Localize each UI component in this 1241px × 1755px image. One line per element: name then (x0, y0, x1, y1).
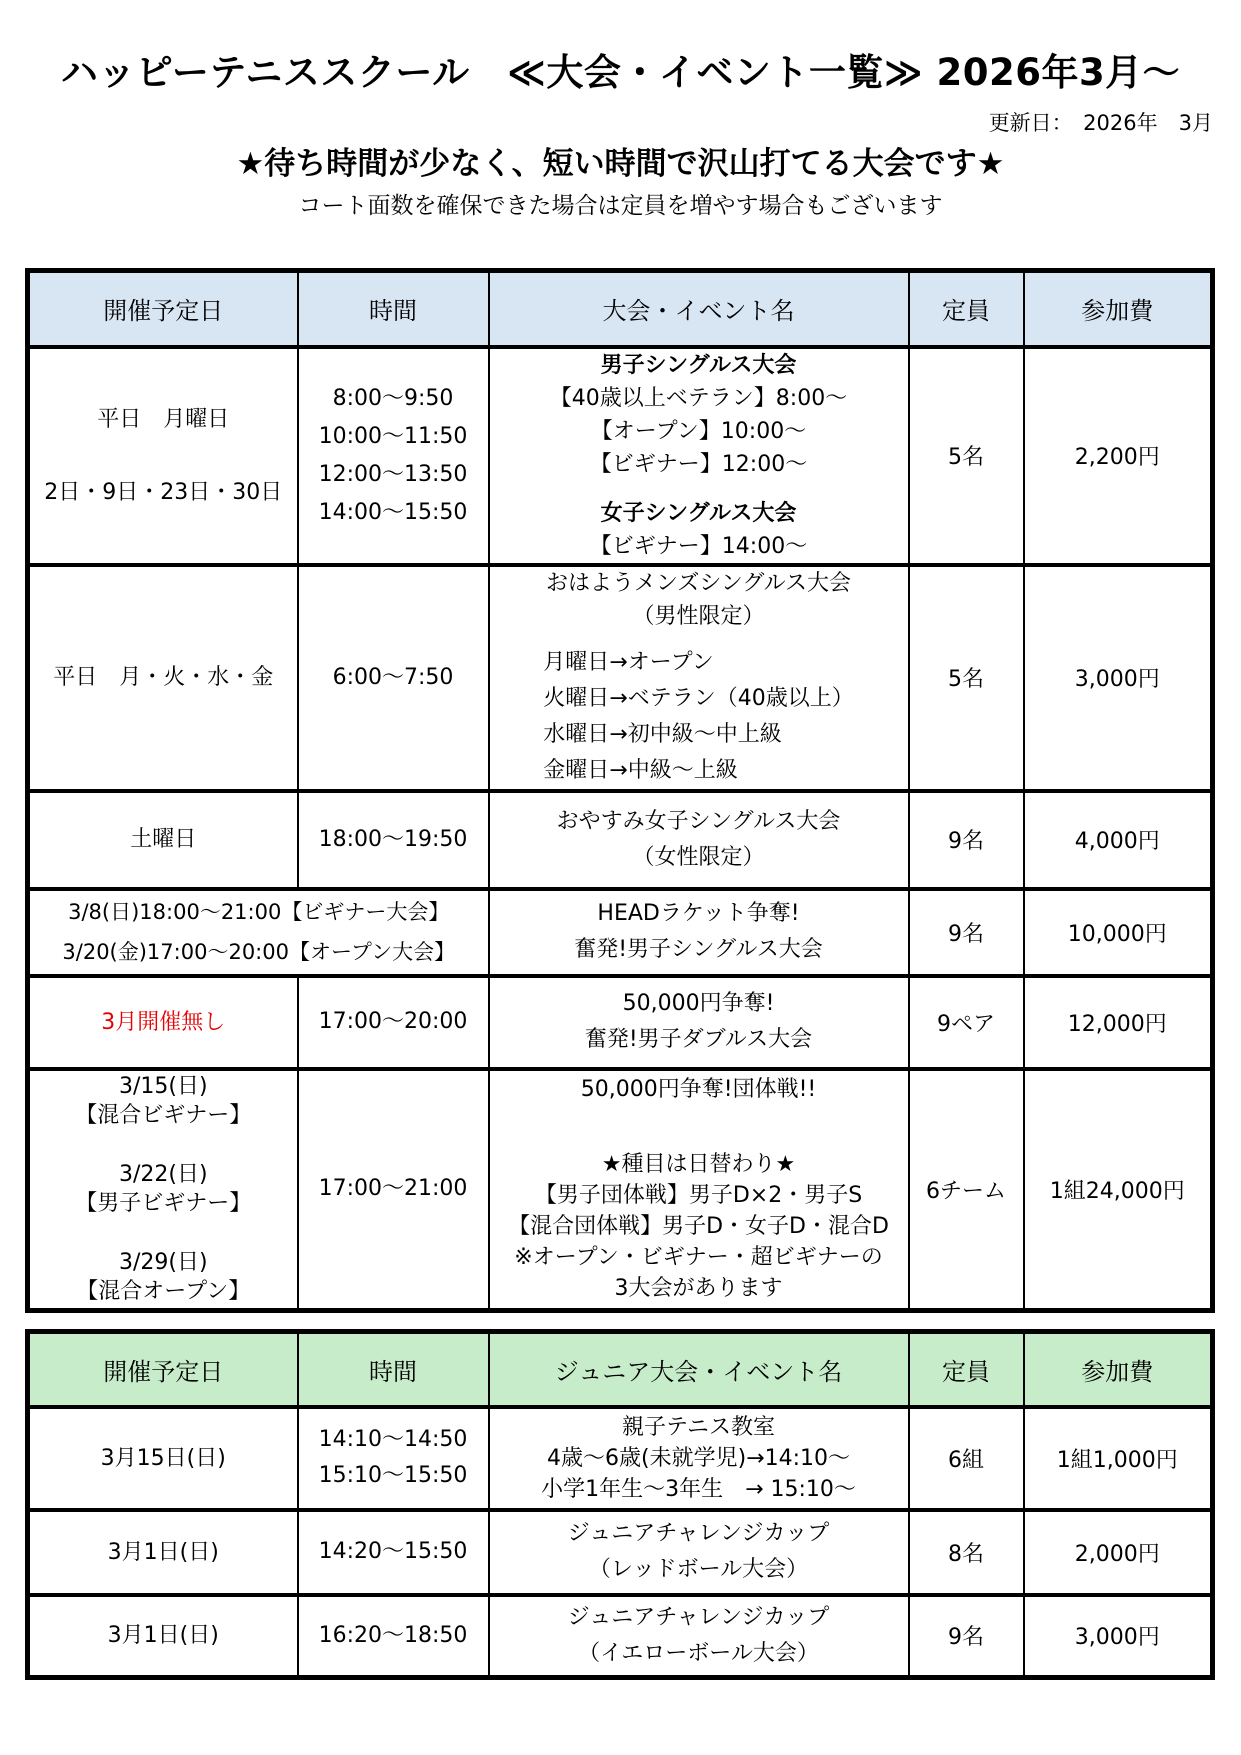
date-line: 3月1日(日) (107, 1539, 219, 1565)
header-time: 時間 (298, 1332, 489, 1407)
time-cell (298, 565, 489, 791)
spacer (30, 1130, 297, 1160)
event-line: ジュニアチャレンジカップ (567, 1521, 830, 1546)
table-header-row (28, 1332, 1213, 1407)
date-line: 【混合オープン】 (76, 1279, 251, 1305)
date-line: 平日 月・火・水・金 (53, 665, 274, 690)
time-cell (298, 1595, 489, 1678)
event-line: おはようメンズシングルス大会 (545, 570, 852, 596)
time-line: 14:00～15:50 (318, 499, 468, 525)
updated-date: 更新日： 2026年 3月 (988, 111, 1213, 136)
table-header-row (28, 271, 1213, 347)
event-line: 【ビギナー】14:00～ (589, 533, 808, 559)
table-row (28, 565, 1213, 791)
date-line: 3/29(日) (118, 1250, 208, 1276)
header-fee: 参加費 (1024, 271, 1213, 347)
page-title: ハッピーテニススクール ≪大会・イベント一覧≫ 2026年3月～ (60, 51, 1181, 94)
capacity-cell: 8名 (909, 1510, 1024, 1595)
date-line: 3月1日(日) (107, 1623, 219, 1649)
date-line: 【混合ビギナー】 (75, 1103, 252, 1129)
time-cell (298, 1407, 489, 1510)
date-cell (28, 1407, 298, 1510)
date-cell (28, 565, 298, 791)
date-line: 2日・9日・23日・30日 (44, 479, 283, 505)
event-line: 金曜日→中級～上級 (543, 757, 738, 783)
event-line: 50,000円争奪! (622, 991, 775, 1016)
header-fee: 参加費 (1024, 1332, 1213, 1407)
time-line: 15:10～15:50 (318, 1463, 468, 1488)
time-cell (298, 347, 489, 565)
header-time: 時間 (298, 271, 489, 347)
time-line: 17:00～21:00 (318, 1176, 468, 1202)
event-line: 月曜日→オープン (543, 649, 714, 675)
date-cell (28, 791, 298, 889)
event-line: 水曜日→初中級～中上級 (543, 721, 782, 747)
header-capacity: 定員 (909, 1332, 1024, 1407)
table-row (28, 347, 1213, 565)
capacity-cell: 9名 (909, 889, 1024, 976)
table-row (28, 889, 1213, 976)
fee-cell: 2,200円 (1024, 347, 1213, 565)
event-line: 【男子団体戦】男子D×2・男子S (534, 1183, 863, 1209)
event-line: 50,000円争奪!団体戦!! (580, 1077, 817, 1103)
spacer (490, 481, 908, 497)
event-line: 親子テニス教室 (621, 1414, 776, 1440)
event-name-cell (489, 347, 909, 565)
capacity-cell: 9ペア (909, 976, 1024, 1069)
event-name-cell (489, 1595, 909, 1678)
event-name-cell (489, 565, 909, 791)
date-line: 【男子ビギナー】 (75, 1191, 252, 1217)
event-name-cell (489, 791, 909, 889)
time-cell (298, 1510, 489, 1595)
event-line: 【ビギナー】12:00～ (589, 451, 808, 477)
event-line: ★種目は日替わり★ (601, 1152, 796, 1178)
time-cell (298, 791, 489, 889)
event-line: （女性限定） (632, 844, 765, 870)
datetime-line: 3/8(日)18:00～21:00【ビギナー大会】 (68, 900, 450, 924)
adult-events-table (25, 268, 1215, 1313)
header-date: 開催予定日 (28, 1332, 298, 1407)
date-cell (28, 1595, 298, 1678)
time-line: 10:00～11:50 (318, 423, 468, 449)
date-line: 平日 月曜日 (97, 406, 230, 432)
event-line: 男子シングルス大会 (600, 352, 797, 378)
event-line: ジュニアチャレンジカップ (567, 1604, 830, 1630)
table-row (28, 1595, 1213, 1678)
fee-cell: 3,000円 (1024, 565, 1213, 791)
time-line: 14:20～15:50 (318, 1539, 468, 1564)
date-line-no-event: 3月開催無し (101, 1009, 226, 1035)
capacity-cell: 5名 (909, 565, 1024, 791)
event-line: 奮発!男子シングルス大会 (574, 937, 823, 962)
time-line: 6:00～7:50 (332, 664, 454, 690)
date-cell (28, 1069, 298, 1311)
event-line: 3大会があります (614, 1276, 783, 1302)
time-line: 14:10～14:50 (318, 1427, 468, 1452)
capacity-cell: 6チーム (909, 1069, 1024, 1311)
datetime-cell (28, 889, 489, 976)
spacer (490, 633, 908, 645)
header-event: ジュニア大会・イベント名 (489, 1332, 909, 1407)
time-cell (298, 1069, 489, 1311)
date-line: 土曜日 (130, 827, 197, 852)
event-line: 火曜日→ベテラン（40歳以上） (543, 685, 854, 711)
table-row (28, 1407, 1213, 1510)
capacity-cell: 5名 (909, 347, 1024, 565)
event-line: 女子シングルス大会 (600, 500, 797, 526)
event-line: （男性限定） (632, 603, 765, 629)
event-line: HEADラケット争奪! (597, 901, 800, 926)
date-line: 3/22(日) (118, 1162, 208, 1188)
fee-cell: 4,000円 (1024, 791, 1213, 889)
event-name-cell (489, 1069, 909, 1311)
date-cell (28, 347, 298, 565)
event-line: （レッドボール大会） (588, 1557, 809, 1582)
event-line: 【40歳以上ベテラン】8:00～ (549, 385, 848, 411)
headline: ★待ち時間が少なく、短い時間で沢山打てる大会です★ (236, 145, 1005, 182)
time-line: 18:00～19:50 (318, 826, 468, 852)
event-line: （イエローボール大会） (578, 1640, 819, 1666)
fee-cell: 12,000円 (1024, 976, 1213, 1069)
event-line: ※オープン・ビギナー・超ビギナーの (514, 1245, 883, 1271)
date-line: 3/15(日) (118, 1074, 208, 1100)
datetime-line: 3/20(金)17:00～20:00【オープン大会】 (62, 940, 456, 964)
junior-events-table (25, 1329, 1215, 1680)
time-line: 17:00～20:00 (318, 1009, 468, 1034)
spacer (30, 1218, 297, 1248)
event-weekday-list (543, 645, 853, 789)
event-line: 小学1年生～3年生 → 15:10～ (541, 1476, 856, 1502)
fee-cell: 3,000円 (1024, 1595, 1213, 1678)
note-line: コート面数を確保できた場合は定員を増やす場合もございます (298, 193, 943, 220)
header-capacity: 定員 (909, 271, 1024, 347)
table-row (28, 976, 1213, 1069)
event-line: 4歳～6歳(未就学児)→14:10～ (547, 1445, 850, 1471)
spacer (30, 436, 297, 476)
event-line: 奮発!男子ダブルス大会 (584, 1027, 813, 1052)
fee-cell: 1組24,000円 (1024, 1069, 1213, 1311)
event-name-cell (489, 1510, 909, 1595)
capacity-cell: 6組 (909, 1407, 1024, 1510)
date-cell (28, 976, 298, 1069)
event-name-cell (489, 976, 909, 1069)
fee-cell: 1組1,000円 (1024, 1407, 1213, 1510)
event-line: おやすみ女子シングルス大会 (556, 808, 841, 834)
time-cell (298, 976, 489, 1069)
event-line: 【オープン】10:00～ (590, 418, 807, 444)
table-row (28, 1069, 1213, 1311)
date-line: 3月15日(日) (100, 1445, 226, 1471)
spacer (490, 1105, 908, 1149)
table-row (28, 1510, 1213, 1595)
time-line: 8:00～9:50 (332, 385, 454, 411)
table-row (28, 791, 1213, 889)
header-event: 大会・イベント名 (489, 271, 909, 347)
header-date: 開催予定日 (28, 271, 298, 347)
event-line: 【混合団体戦】男子D・女子D・混合D (508, 1214, 889, 1240)
event-name-cell (489, 1407, 909, 1510)
time-line: 12:00～13:50 (318, 461, 468, 487)
event-name-cell (489, 889, 909, 976)
capacity-cell: 9名 (909, 791, 1024, 889)
date-cell (28, 1510, 298, 1595)
fee-cell: 2,000円 (1024, 1510, 1213, 1595)
capacity-cell: 9名 (909, 1595, 1024, 1678)
fee-cell: 10,000円 (1024, 889, 1213, 976)
time-line: 16:20～18:50 (318, 1622, 468, 1648)
